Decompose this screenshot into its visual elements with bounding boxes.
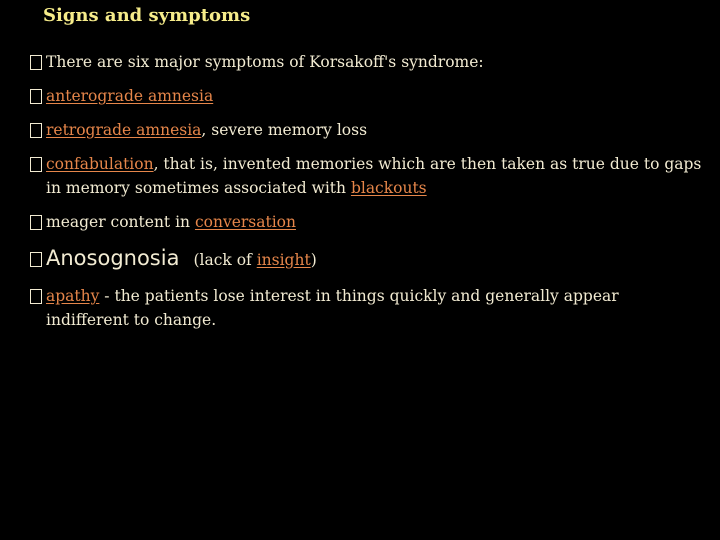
bullet-text: There are six major symptoms of Korsakoff's syndrome: <box>46 53 484 71</box>
bullet-apathy <box>30 284 702 332</box>
bullet-box-icon <box>30 289 42 304</box>
bullet-conversation <box>30 210 702 234</box>
bullet-intro <box>30 50 702 74</box>
bullet-box-icon <box>30 55 42 70</box>
link-insight[interactable]: insight <box>256 251 311 269</box>
link-conversation[interactable]: conversation <box>194 213 296 231</box>
slide-title: Signs and symptoms <box>43 5 251 26</box>
bullet-text: meager content in <box>46 213 195 231</box>
link-anterograde-amnesia[interactable]: anterograde amnesia <box>46 87 214 105</box>
bullet-anosognosia <box>30 244 702 274</box>
bullet-list <box>30 50 702 342</box>
link-confabulation[interactable]: confabulation <box>46 155 154 173</box>
bullet-box-icon <box>30 89 42 104</box>
bullet-retrograde-amnesia <box>30 118 702 142</box>
bullet-text: , that is, invented memories which are then taken as true due to gaps in memory sometimes associated with <box>46 155 702 197</box>
bullet-box-icon <box>30 157 42 172</box>
anosognosia-heading: Anosognosia <box>46 246 180 270</box>
bullet-anterograde-amnesia <box>30 84 702 108</box>
bullet-text: , severe memory loss <box>201 121 368 139</box>
bullet-text: - the patients lose interest in things quickly and generally appear indifferent to change. <box>46 287 619 329</box>
link-apathy[interactable]: apathy <box>46 287 100 305</box>
bullet-box-icon <box>30 215 42 230</box>
bullet-text: (lack of <box>193 251 257 269</box>
link-retrograde-amnesia[interactable]: retrograde amnesia <box>46 121 202 139</box>
bullet-box-icon <box>30 123 42 138</box>
bullet-box-icon <box>30 252 42 267</box>
bullet-text: ) <box>310 251 317 269</box>
link-blackouts[interactable]: blackouts <box>350 179 427 197</box>
bullet-confabulation <box>30 152 702 200</box>
